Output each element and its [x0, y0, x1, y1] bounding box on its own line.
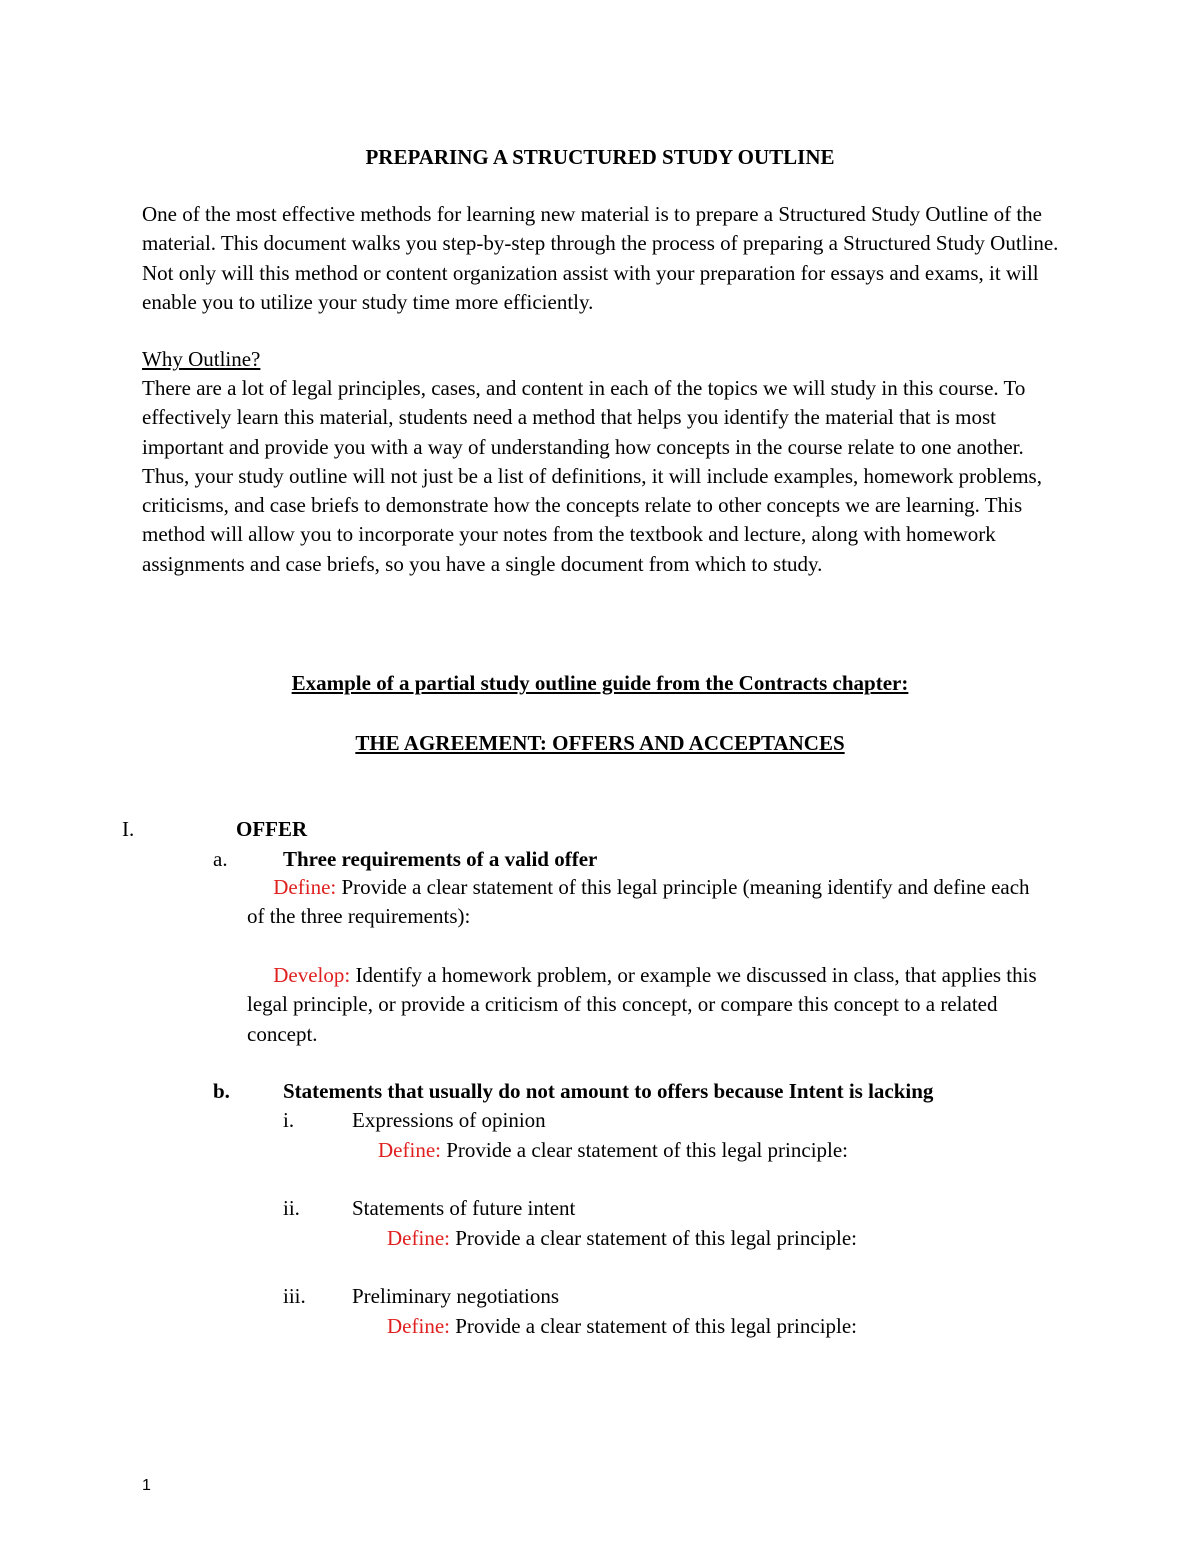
- subitem-label: Preliminary negotiations: [352, 1284, 560, 1308]
- define-text: Provide a clear statement of this legal principle:: [440, 1138, 849, 1162]
- intro-paragraph: One of the most effective methods for learning new material is to prepare a Structured Study Outline of the material. This document walks you step-by-step through the process of preparing a Structured Study Outline. Not only will this method or content organization assist with your preparation for essays and exams, it will enable you to utilize your study time more efficiently.: [142, 202, 1059, 314]
- define-text: Provide a clear statement of this legal principle:: [449, 1314, 858, 1338]
- define-label: Define:: [387, 1226, 450, 1250]
- page-number: 1: [142, 1477, 151, 1494]
- define-label: Define:: [378, 1138, 441, 1162]
- develop-label: Develop:: [273, 963, 351, 987]
- why-outline-heading: Why Outline?: [142, 347, 261, 371]
- define-text: Provide a clear statement of this legal principle (meaning identify and define each of the three requirements):: [247, 875, 1030, 929]
- item-a-define: [247, 873, 1047, 932]
- define-text: Provide a clear statement of this legal principle:: [449, 1226, 858, 1250]
- subitem-number: iii.: [283, 1284, 306, 1308]
- section-number: I.: [122, 817, 135, 841]
- subitem-define: [387, 1314, 857, 1339]
- example-heading: Example of a partial study outline guide from the Contracts chapter:: [291, 671, 909, 695]
- develop-text: Identify a homework problem, or example we discussed in class, that applies this legal principle, or provide a criticism of this concept, or compare this concept to a related concept.: [247, 963, 1037, 1046]
- subitem-label: Expressions of opinion: [352, 1108, 546, 1132]
- item-a-develop: [247, 961, 1047, 1049]
- agreement-heading: THE AGREEMENT: OFFERS AND ACCEPTANCES: [355, 731, 845, 755]
- page-title: PREPARING A STRUCTURED STUDY OUTLINE: [365, 145, 835, 169]
- item-a-title: Three requirements of a valid offer: [283, 847, 598, 871]
- subitem-label: Statements of future intent: [352, 1196, 576, 1220]
- item-a-number: a.: [213, 847, 228, 871]
- define-label: Define:: [387, 1314, 450, 1338]
- item-b-number: b.: [213, 1079, 230, 1103]
- item-b-title: Statements that usually do not amount to offers because Intent is lacking: [283, 1079, 934, 1103]
- subitem-define: [378, 1138, 848, 1163]
- section-title: OFFER: [236, 817, 308, 841]
- subitem-number: i.: [283, 1108, 295, 1132]
- subitem-define: [387, 1226, 857, 1251]
- subitem-number: ii.: [283, 1196, 300, 1220]
- define-label: Define:: [273, 875, 337, 899]
- why-outline-paragraph: There are a lot of legal principles, cases, and content in each of the topics we will study in this course. To effectively learn this material, students need a method that helps you identify the material that is most important and provide you with a way of understanding how concepts in the course relate to one another. Thus, your study outline will not just be a list of definitions, it will include examples, homework problems, criticisms, and case briefs to demonstrate how the concepts relate to other concepts we are learning. This method will allow you to incorporate your notes from the textbook and lecture, along with homework assignments and case briefs, so you have a single document from which to study.: [142, 376, 1042, 576]
